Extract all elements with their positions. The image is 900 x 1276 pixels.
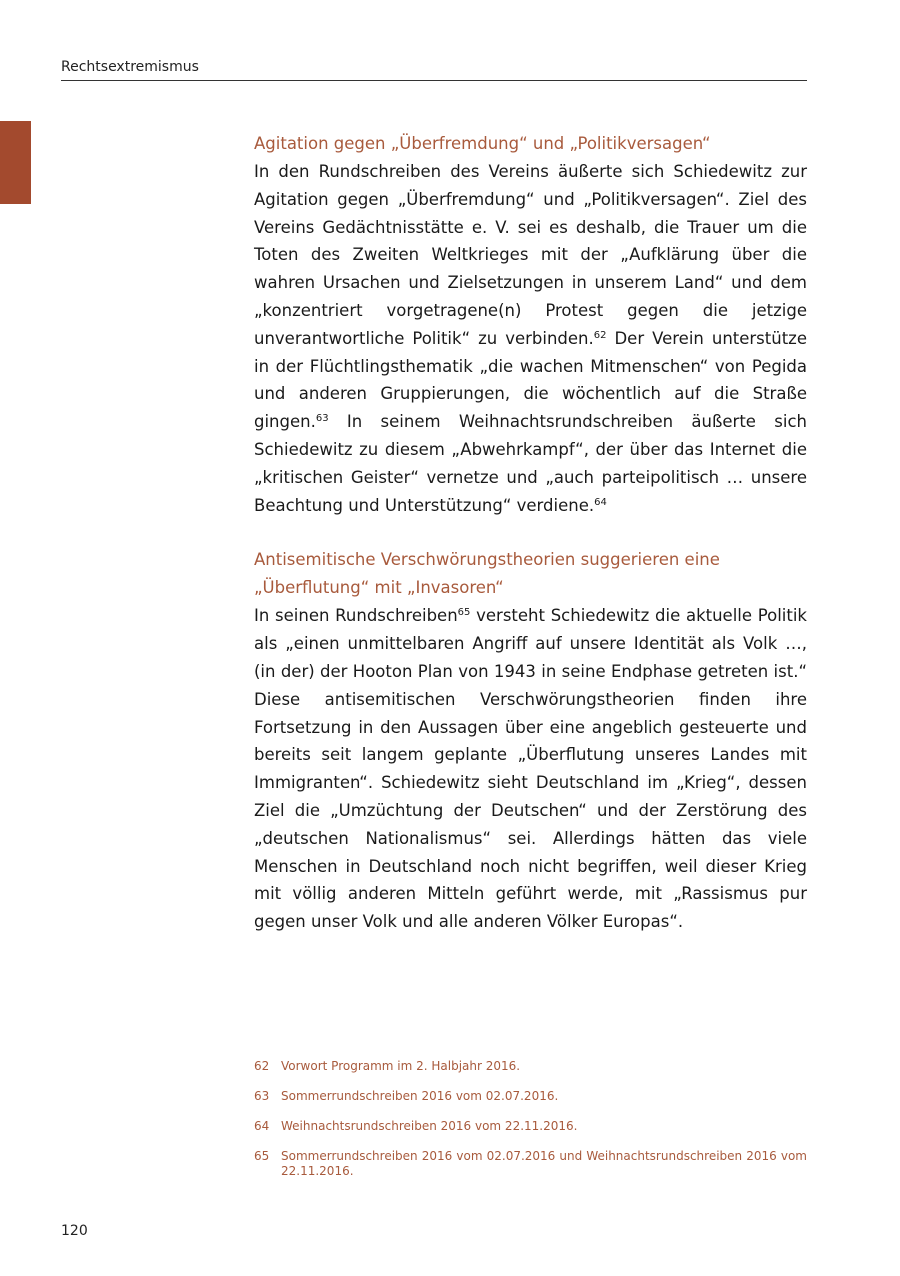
footnote-number: 64	[254, 1119, 270, 1133]
footnote-64	[254, 1119, 807, 1134]
footnote-text: Sommerrundschreiben 2016 vom 02.07.2016 und Weihnachtsrundschreiben 2016 vom 22.11.2016.	[281, 1149, 807, 1178]
chapter-side-tab	[0, 121, 31, 204]
text-run: Der Verein unterstütze in der Flüchtlingsthematik „die wachen Mitmenschen“ von Pegida und anderen Gruppierungen, die wöchentlich auf die Straße gingen.	[254, 328, 807, 432]
footnotes	[254, 1059, 807, 1194]
footnote-number: 63	[254, 1089, 270, 1103]
section-gap	[254, 519, 807, 546]
text-run: versteht Schiedewitz die aktuelle Politik als „einen unmittelbaren Angriff auf unsere Identität als Volk …, (in der) der Hooton Plan von 1943 in seine Endphase getreten ist.“ Diese antisemitischen Verschwörungstheorien finden ihre Fortsetzung in den Aussagen über eine angeblich gesteuerte und bereits seit langem geplante „Überflutung unseres Landes mit Immigranten“. Schiedewitz sieht Deutschland im „Krieg“, dessen Ziel die „Umzüchtung der Deutschen“ und der Zerstörung des „deutschen Nationalismus“ sei. Allerdings hätten das viele Menschen in Deutschland noch nicht begriffen, weil dieser Krieg mit völlig anderen Mitteln geführt werde, mit „Rassismus pur gegen unser Volk und alle anderen Völker Europas“.	[254, 606, 807, 932]
text-run: In den Rundschreiben des Vereins äußerte sich Schiedewitz zur Agitation gegen „Überfremdung“ und „Politikversagen“. Ziel des Vereins Gedächtnisstätte e. V. sei es deshalb, die Trauer um die Toten des Zweiten Weltkrieges mit der „Aufklärung über die wahren Ursachen und Zielsetzungen in unserem Land“ und dem „konzentriert vorgetragene(n) Protest gegen die jetzige unverantwortliche Politik“ zu verbinden.	[254, 162, 807, 348]
section-heading-antisemitic	[254, 546, 807, 602]
footnote-text: Weihnachtsrundschreiben 2016 vom 22.11.2016.	[281, 1119, 578, 1133]
footnote-62	[254, 1059, 807, 1074]
section-paragraph-agitation	[254, 158, 807, 519]
main-content	[254, 130, 807, 936]
footnote-65	[254, 1149, 807, 1179]
heading-line: „Überflutung“ mit „Invasoren“	[254, 578, 504, 598]
footnote-63	[254, 1089, 807, 1104]
footnote-ref-65[interactable]: 65	[457, 607, 471, 619]
running-head: Rechtsextremismus	[61, 59, 199, 75]
footnote-number: 65	[254, 1149, 270, 1163]
footnote-ref-62[interactable]: 62	[593, 329, 607, 341]
section-paragraph-antisemitic	[254, 602, 807, 936]
footnote-ref-63[interactable]: 63	[315, 413, 329, 425]
header-rule	[61, 80, 807, 81]
heading-line: Antisemitische Verschwörungstheorien suggerieren eine	[254, 550, 720, 570]
footnote-text: Sommerrundschreiben 2016 vom 02.07.2016.	[281, 1089, 559, 1103]
footnote-text: Vorwort Programm im 2. Halbjahr 2016.	[281, 1059, 521, 1073]
footnote-ref-64[interactable]: 64	[594, 496, 607, 508]
footnote-number: 62	[254, 1059, 270, 1073]
text-run: In seinem Weihnachtsrundschreiben äußerte sich Schiedewitz zu diesem „Abwehrkampf“, der über das Internet die „kritischen Geister“ vernetze und „auch parteipolitisch … unsere Beachtung und Unterstützung“ verdiene.	[254, 412, 807, 515]
page-number: 120	[61, 1223, 88, 1239]
section-heading-agitation: Agitation gegen „Überfremdung“ und „Politikversagen“	[254, 134, 711, 153]
text-run: In seinen Rundschreiben	[254, 606, 458, 626]
